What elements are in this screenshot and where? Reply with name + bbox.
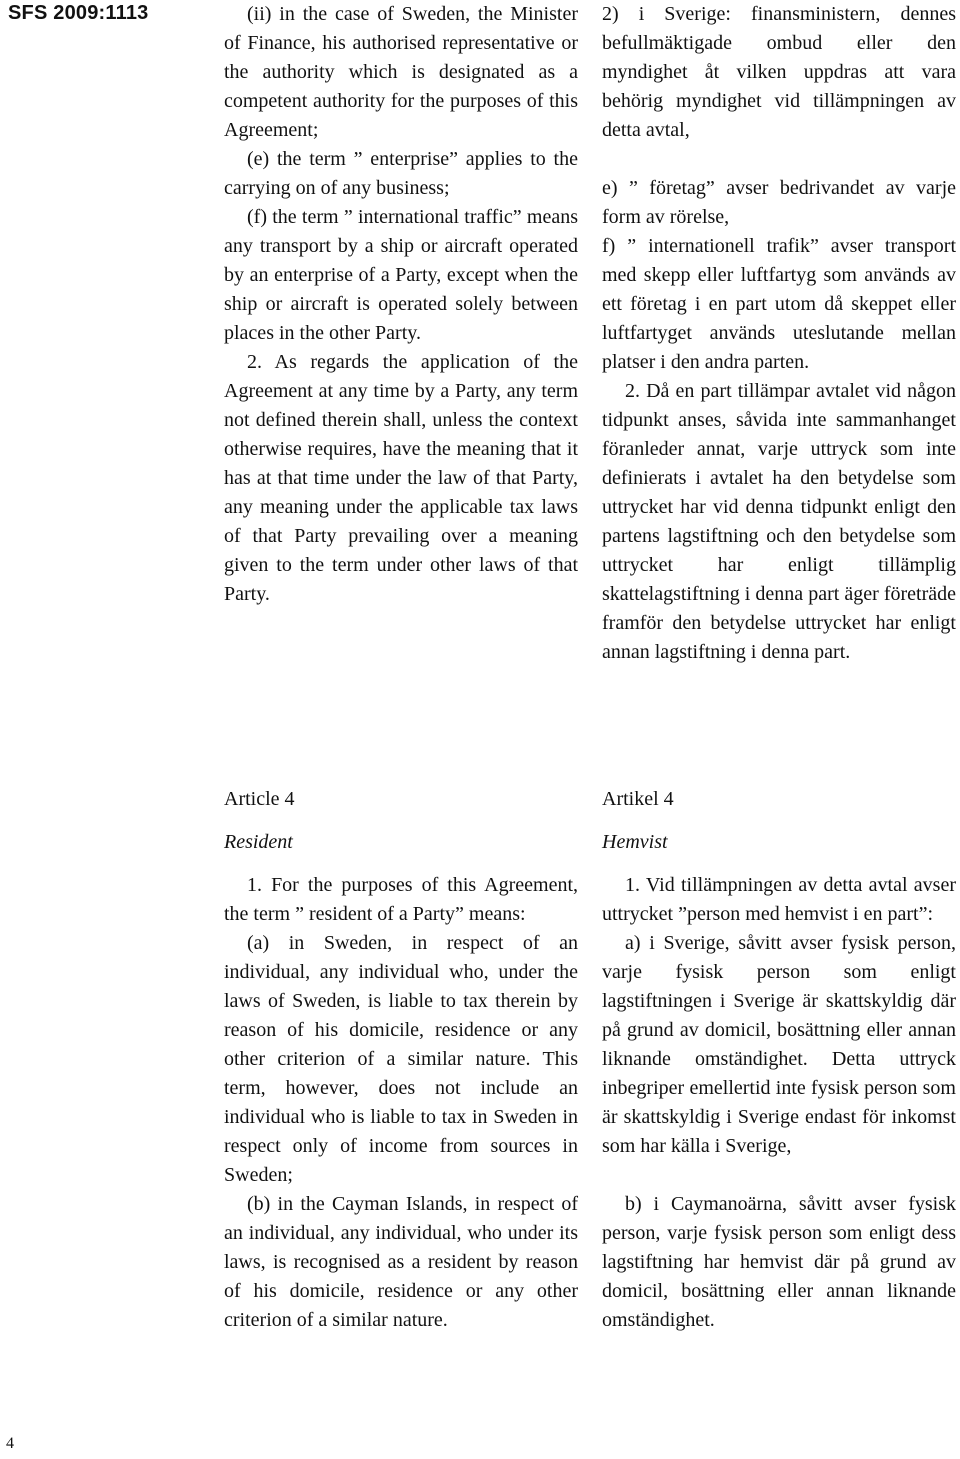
swedish-article-paragraph: 1. Vid tillämpningen av detta avtal avser uttrycket ”person med hemvist i en part”: xyxy=(602,874,956,925)
english-article-paragraph: (a) in Sweden, in respect of an individual, any individual who, under the laws of Sweden, is liable to tax therein by reason of his domicile, residence or any other criterion of a similar nature. This term, however, does not include an individual who is liable to tax in Sweden in respect only of income from sources in Sweden; xyxy=(224,932,578,1186)
english-article xyxy=(224,785,578,1335)
swedish-article-paragraph: b) i Caymanoärna, såvitt avser fysisk person, varje fysisk person som enligt dess lagstiftning har hemvist där på grund av domicil, bosättning eller annan liknande omständighet. xyxy=(602,1193,956,1331)
swedish-column-top xyxy=(602,0,956,667)
english-paragraph: 2. As regards the application of the Agreement at any time by a Party, any term not defined therein shall, unless the context otherwise requires, have the meaning that it has at that time under the law of that Party, any meaning under the applicable tax laws of that Party prevailing over a meaning given to the term under other laws of that Party. xyxy=(224,351,578,605)
english-paragraph: (e) the term ” enterprise” applies to the carrying on of any business; xyxy=(224,148,578,199)
english-article-title: Article 4 xyxy=(224,788,295,810)
english-paragraph: (ii) in the case of Sweden, the Minister of Finance, his authorised representative or the authority which is designated as a competent authority for the purposes of this Agreement; xyxy=(224,3,578,141)
swedish-article-title: Artikel 4 xyxy=(602,788,674,810)
english-article-subtitle: Resident xyxy=(224,831,293,853)
swedish-article-subtitle: Hemvist xyxy=(602,831,668,853)
english-article-paragraph: (b) in the Cayman Islands, in respect of an individual, any individual, who under its laws, is recognised as a resident by reason of his domicile, residence or any other criterion of a similar nature. xyxy=(224,1193,578,1331)
swedish-paragraph: 2) i Sverige: finansministern, dennes befullmäktigade ombud eller den myndighet åt vilken uppdras att vara behörig myndighet vid tillämpningen av detta avtal, xyxy=(602,3,956,141)
swedish-paragraph: 2. Då en part tillämpar avtalet vid någon tidpunkt anses, såvida inte sammanhanget föranleder annat, varje uttryck som inte definierats i avtalet ha den betydelse som uttrycket har vid denna tidpunkt enligt den partens lagstiftning och den betydelse som uttrycket har enligt tillämplig skattelagstiftning i denna part äger företräde framför den betydelse uttrycket har enligt annan lagstiftning i denna part. xyxy=(602,380,956,663)
swedish-paragraph: e) ” företag” avser bedrivandet av varje form av rörelse, xyxy=(602,177,956,228)
page-number: 4 xyxy=(6,1435,14,1452)
swedish-article-paragraph: a) i Sverige, såvitt avser fysisk person, varje fysisk person som enligt lagstiftningen i Sverige är skattskyldig där på grund av domicil, bosättning eller annan liknande omständighet. Detta uttryck inbegriper emellertid inte fysisk person som är skattskyldig i Sverige endast för inkomst som har källa i Sverige, xyxy=(602,932,956,1157)
swedish-article xyxy=(602,785,956,1335)
english-column-top xyxy=(224,0,578,609)
english-article-paragraph: 1. For the purposes of this Agreement, the term ” resident of a Party” means: xyxy=(224,874,578,925)
english-paragraph: (f) the term ” international traffic” means any transport by a ship or aircraft operated by an enterprise of a Party, except when the ship or aircraft is operated solely between places in the other Party. xyxy=(224,206,578,344)
document-id: SFS 2009:1113 xyxy=(8,2,149,24)
swedish-paragraph: f) ” internationell trafik” avser transport med skepp eller luftfartyg som används av ett företag i en part utom då skeppet eller luftfartyget används uteslutande mellan platser i den andra parten. xyxy=(602,235,956,373)
